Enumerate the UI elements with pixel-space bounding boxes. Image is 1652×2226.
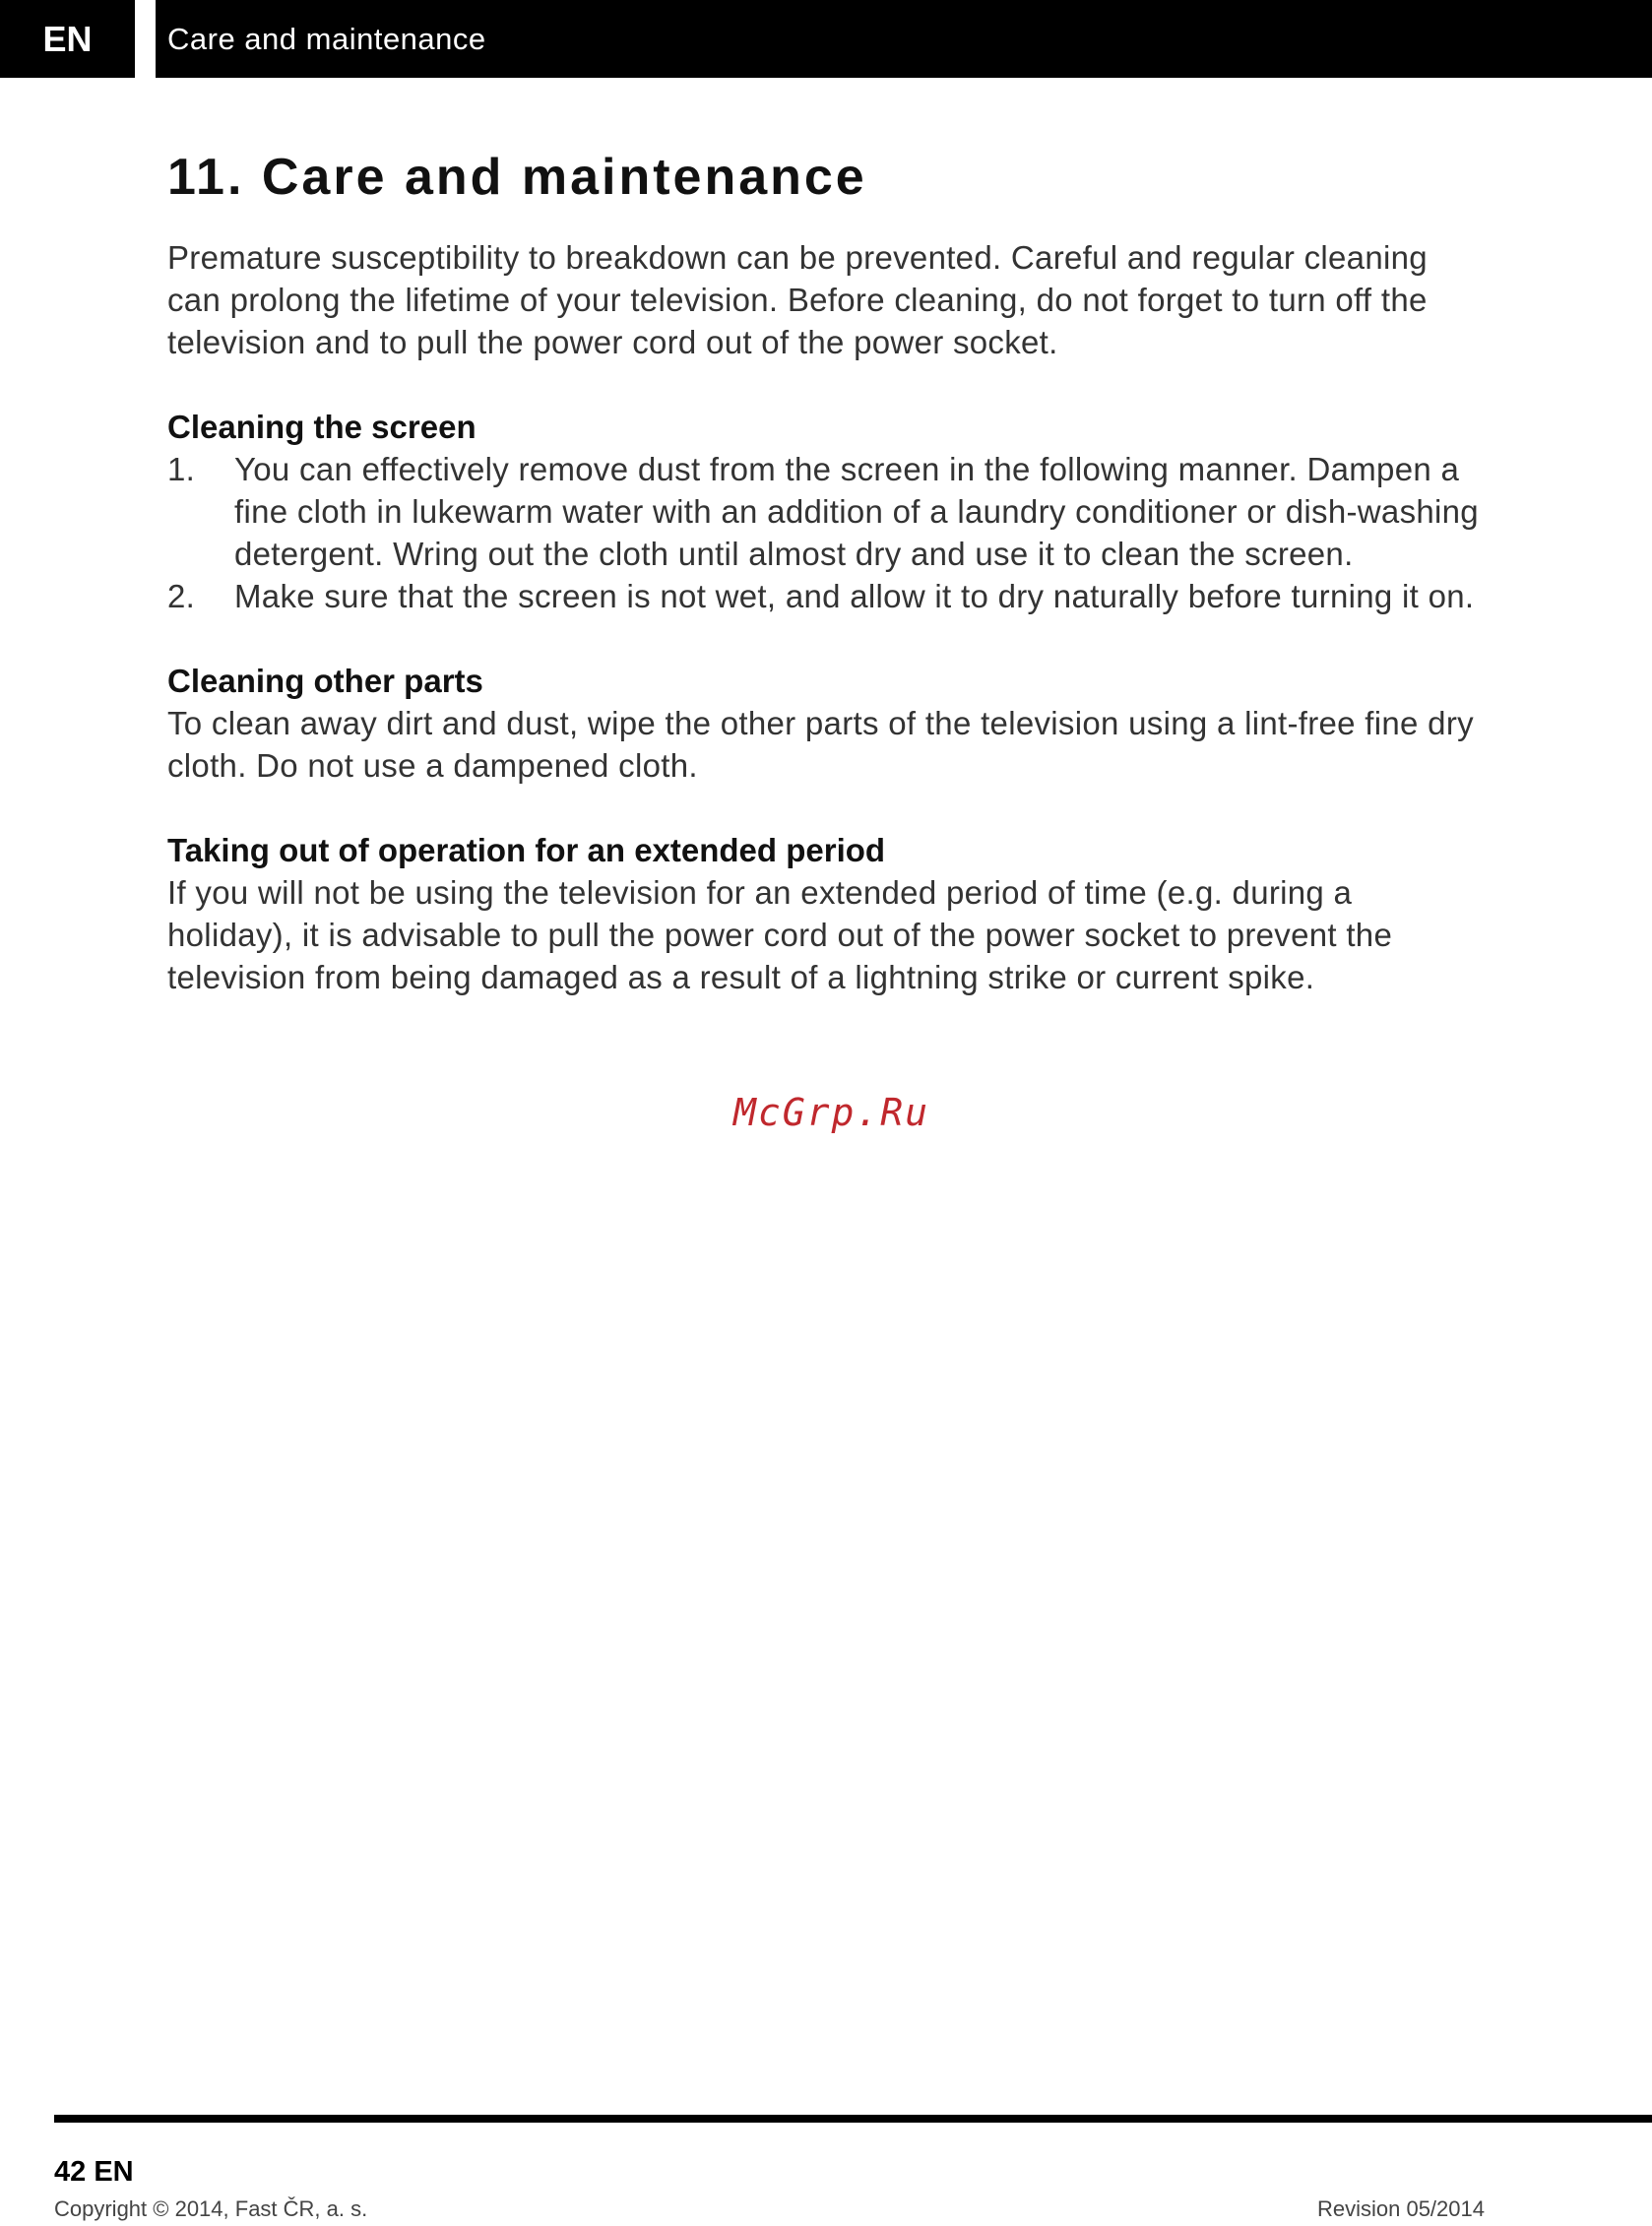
revision-text: Revision 05/2014	[1316, 2196, 1485, 2221]
language-badge: EN	[0, 0, 135, 78]
section-heading-extended: Taking out of operation for an extended period	[167, 832, 886, 868]
section-heading-screen: Cleaning the screen	[167, 409, 477, 445]
section-heading-other: Cleaning other parts	[167, 663, 483, 699]
list-item	[167, 448, 1487, 575]
watermark: McGrp.Ru	[733, 1091, 930, 1134]
list-item	[167, 575, 1487, 617]
screen-cleaning-list	[167, 448, 1487, 617]
other-parts-paragraph: To clean away dirt and dust, wipe the other parts of the television using a lint-free fine dry cloth. Do not use a dampened cloth.	[167, 705, 1474, 784]
header-section-title: Care and maintenance	[156, 0, 1652, 78]
extended-period-paragraph: If you will not be using the television for an extended period of time (e.g. during a holiday), it is advisable to pull the power cord out of the power socket to prevent the television from being damaged as a result of a lightning strike or current spike.	[167, 874, 1393, 995]
list-item-number: 2.	[167, 578, 196, 614]
page-number: 42 EN	[54, 2156, 134, 2188]
list-item-text: You can effectively remove dust from the screen in the following manner. Dampen a fine cloth in lukewarm water with an addition of a laundry conditioner or dish-washing detergent. Wring out the cloth until almost dry and use it to clean the screen.	[234, 451, 1479, 572]
list-item-text: Make sure that the screen is not wet, and allow it to dry naturally before turning it on.	[234, 578, 1475, 614]
intro-paragraph: Premature susceptibility to breakdown can be prevented. Careful and regular cleaning can prolong the lifetime of your television. Before cleaning, do not forget to turn off the television and to pull the power cord out of the power socket.	[167, 239, 1428, 360]
list-item-number: 1.	[167, 451, 196, 487]
footer-divider	[54, 2115, 1652, 2123]
copyright-text: Copyright © 2014, Fast ČR, a. s.	[54, 2196, 368, 2221]
main-content	[167, 148, 1487, 998]
page-title: 11. Care and maintenance	[167, 149, 867, 206]
